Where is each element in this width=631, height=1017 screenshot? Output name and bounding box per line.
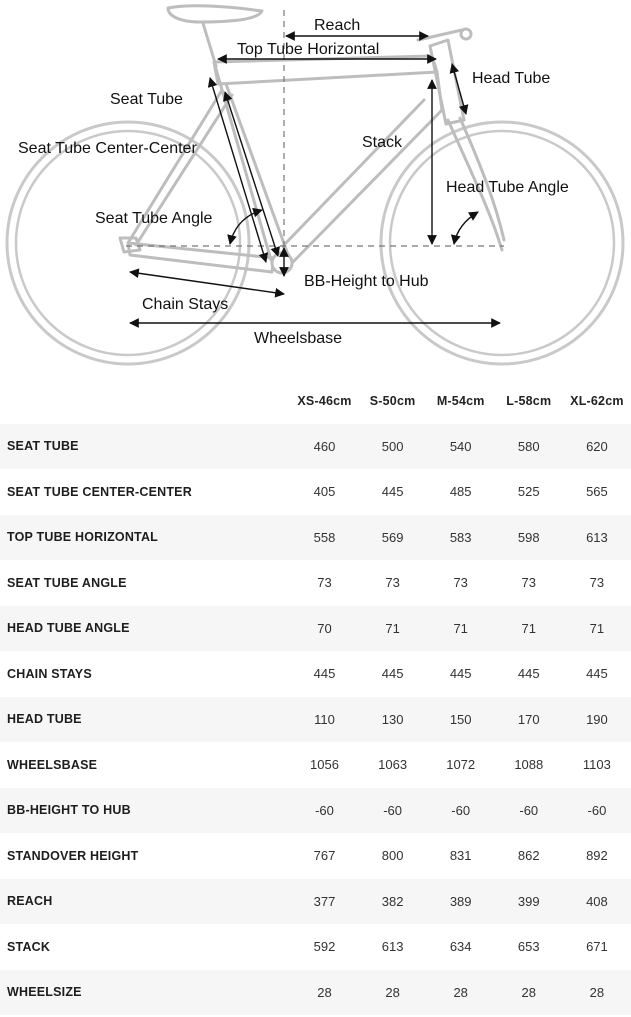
table-cell: 653 xyxy=(495,924,563,970)
table-cell: 71 xyxy=(359,606,427,652)
head-tube-angle-arc xyxy=(454,212,478,244)
table-cell: 1088 xyxy=(495,742,563,788)
table-cell: 71 xyxy=(563,606,631,652)
table-cell: 408 xyxy=(563,879,631,925)
geometry-table xyxy=(0,378,631,1015)
geometry-table-body xyxy=(0,424,631,1016)
table-cell: 445 xyxy=(495,651,563,697)
table-cell: -60 xyxy=(563,788,631,834)
row-label: TOP TUBE HORIZONTAL xyxy=(0,515,290,561)
label-head-tube-angle: Head Tube Angle xyxy=(446,179,569,196)
table-cell: 445 xyxy=(359,651,427,697)
row-label: STANDOVER HEIGHT xyxy=(0,833,290,879)
table-cell: 831 xyxy=(427,833,495,879)
header-size: L-58cm xyxy=(506,393,552,408)
row-label: SEAT TUBE ANGLE xyxy=(0,560,290,606)
table-cell: 613 xyxy=(359,924,427,970)
table-row xyxy=(0,469,631,515)
label-head-tube: Head Tube xyxy=(472,70,551,87)
table-cell: 28 xyxy=(359,970,427,1016)
table-cell: 583 xyxy=(427,515,495,561)
table-cell: 389 xyxy=(427,879,495,925)
table-cell: -60 xyxy=(359,788,427,834)
table-cell: 500 xyxy=(359,424,427,470)
row-label: STACK xyxy=(0,924,290,970)
table-row xyxy=(0,970,631,1016)
bike-geometry-diagram xyxy=(0,0,631,378)
table-cell: 445 xyxy=(563,651,631,697)
table-row xyxy=(0,742,631,788)
table-cell: 598 xyxy=(495,515,563,561)
table-cell: 73 xyxy=(427,560,495,606)
table-cell: 671 xyxy=(563,924,631,970)
row-label: CHAIN STAYS xyxy=(0,651,290,697)
table-cell: 485 xyxy=(427,469,495,515)
label-top-tube-horizontal: Top Tube Horizontal xyxy=(237,41,380,58)
table-cell: 1072 xyxy=(427,742,495,788)
table-cell: 540 xyxy=(427,424,495,470)
label-chain-stays: Chain Stays xyxy=(142,296,229,313)
row-label: WHEELSIZE xyxy=(0,970,290,1016)
table-cell: 28 xyxy=(495,970,563,1016)
chain-stays-arrow xyxy=(130,272,284,294)
header-size: M-54cm xyxy=(436,393,485,408)
table-cell: 382 xyxy=(359,879,427,925)
table-row xyxy=(0,606,631,652)
table-cell: 613 xyxy=(563,515,631,561)
table-cell: 377 xyxy=(290,879,358,925)
table-cell: 28 xyxy=(290,970,358,1016)
table-cell: 445 xyxy=(290,651,358,697)
table-cell: 445 xyxy=(359,469,427,515)
table-cell: 71 xyxy=(427,606,495,652)
table-row xyxy=(0,424,631,470)
table-cell: 73 xyxy=(290,560,358,606)
table-cell: 460 xyxy=(290,424,358,470)
table-cell: 399 xyxy=(495,879,563,925)
table-cell: -60 xyxy=(427,788,495,834)
table-cell: 1063 xyxy=(359,742,427,788)
table-cell: 565 xyxy=(563,469,631,515)
table-cell: 170 xyxy=(495,697,563,743)
header-size: S-50cm xyxy=(369,393,416,408)
table-row xyxy=(0,515,631,561)
table-cell: 73 xyxy=(563,560,631,606)
label-reach: Reach xyxy=(314,17,361,34)
row-label: WHEELSBASE xyxy=(0,742,290,788)
table-cell: 130 xyxy=(359,697,427,743)
table-cell: -60 xyxy=(290,788,358,834)
table-cell: 862 xyxy=(495,833,563,879)
label-bb-height: BB-Height to Hub xyxy=(304,273,429,290)
row-label: REACH xyxy=(0,879,290,925)
row-label: SEAT TUBE xyxy=(0,424,290,470)
label-seat-tube-angle: Seat Tube Angle xyxy=(95,210,213,227)
table-cell: 73 xyxy=(495,560,563,606)
row-label: BB-HEIGHT TO HUB xyxy=(0,788,290,834)
row-label: HEAD TUBE ANGLE xyxy=(0,606,290,652)
table-cell: 1103 xyxy=(563,742,631,788)
table-cell: 558 xyxy=(290,515,358,561)
table-cell: 569 xyxy=(359,515,427,561)
table-cell: 28 xyxy=(427,970,495,1016)
label-seat-tube: Seat Tube xyxy=(110,91,183,108)
table-row xyxy=(0,924,631,970)
label-seat-tube-cc: Seat Tube Center-Center xyxy=(18,140,197,157)
bottom-bracket xyxy=(272,253,292,273)
table-cell: 592 xyxy=(290,924,358,970)
table-row xyxy=(0,879,631,925)
header-size: XL-62cm xyxy=(570,393,624,408)
table-cell: 800 xyxy=(359,833,427,879)
table-cell: 1056 xyxy=(290,742,358,788)
table-cell: 150 xyxy=(427,697,495,743)
table-cell: 525 xyxy=(495,469,563,515)
label-stack: Stack xyxy=(362,134,403,151)
header-size: XS-46cm xyxy=(297,393,352,408)
table-cell: 73 xyxy=(359,560,427,606)
table-row xyxy=(0,788,631,834)
table-cell: 620 xyxy=(563,424,631,470)
table-cell: 28 xyxy=(563,970,631,1016)
table-row xyxy=(0,560,631,606)
table-cell: 767 xyxy=(290,833,358,879)
header-corner xyxy=(0,378,290,424)
head-tube-arrow xyxy=(452,64,466,114)
table-cell: 71 xyxy=(495,606,563,652)
table-cell: 405 xyxy=(290,469,358,515)
label-wheelsbase: Wheelsbase xyxy=(254,330,343,347)
row-label: SEAT TUBE CENTER-CENTER xyxy=(0,469,290,515)
row-label: HEAD TUBE xyxy=(0,697,290,743)
table-cell: -60 xyxy=(495,788,563,834)
table-row xyxy=(0,833,631,879)
table-cell: 70 xyxy=(290,606,358,652)
seat-tube-cc-arrow xyxy=(225,92,278,256)
front-wheel xyxy=(381,122,623,364)
table-cell: 634 xyxy=(427,924,495,970)
table-cell: 110 xyxy=(290,697,358,743)
table-cell: 190 xyxy=(563,697,631,743)
table-cell: 445 xyxy=(427,651,495,697)
geometry-table-header xyxy=(0,378,631,424)
table-row xyxy=(0,697,631,743)
table-cell: 892 xyxy=(563,833,631,879)
table-row xyxy=(0,651,631,697)
table-cell: 580 xyxy=(495,424,563,470)
